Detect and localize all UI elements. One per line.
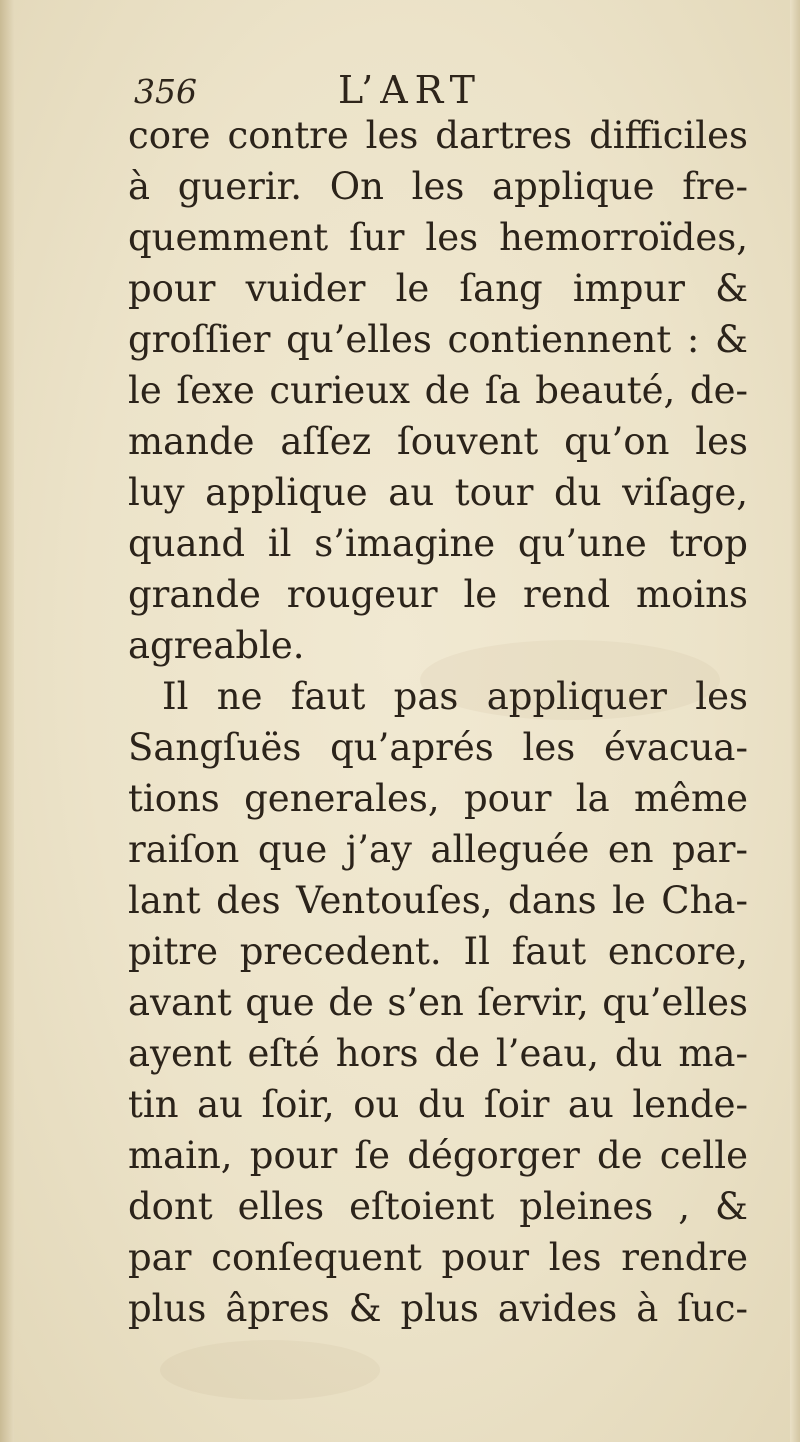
page-left-edge [0, 0, 14, 1442]
text-line: main, pour ſe dégorger de celle [128, 1134, 748, 1177]
running-title: L’ART [338, 68, 482, 112]
body-text [128, 110, 748, 1334]
page-number: 356 [134, 72, 197, 111]
text-line: le ſexe curieux de ſa beauté, de- [128, 369, 748, 412]
text-line: tions generales, pour la même [128, 777, 748, 820]
text-line: pour vuider le ſang impur & [128, 267, 748, 310]
text-line: quand il s’imagine qu’une trop [128, 522, 748, 565]
text-line: par conſequent pour les rendre [128, 1236, 748, 1279]
text-line: quemment ſur les hemorroïdes, [128, 216, 748, 259]
text-line: tin au ſoir, ou du ſoir au lende- [128, 1083, 748, 1126]
text-line: Sangſuës qu’aprés les évacua- [128, 726, 748, 769]
text-line: agreable. [128, 624, 305, 667]
text-line: pitre precedent. Il faut encore, [128, 930, 748, 973]
text-line: raiſon que j’ay alleguée en par- [128, 828, 748, 871]
text-line: lant des Ventouſes, dans le Cha- [128, 879, 748, 922]
text-line: à guerir. On les applique fre- [128, 165, 748, 208]
text-line: plus âpres & plus avides à ſuc- [128, 1287, 748, 1330]
text-line: core contre les dartres difficiles [128, 114, 748, 157]
text-line: grande rougeur le rend moins [128, 573, 748, 616]
text-line: groſſier qu’elles contiennent : & [128, 318, 748, 361]
text-line: luy applique au tour du viſage, [128, 471, 748, 514]
text-line: mande aſſez ſouvent qu’on les [128, 420, 748, 463]
paragraph-start-line: Il ne faut pas appliquer les [162, 675, 748, 718]
paper-stain [160, 1340, 380, 1400]
text-line: avant que de s’en ſervir, qu’elles [128, 981, 748, 1024]
text-line: ayent eſté hors de l’eau, du ma- [128, 1032, 748, 1075]
text-line: dont elles eſtoient pleines , & [128, 1185, 748, 1228]
page-right-edge [790, 0, 800, 1442]
